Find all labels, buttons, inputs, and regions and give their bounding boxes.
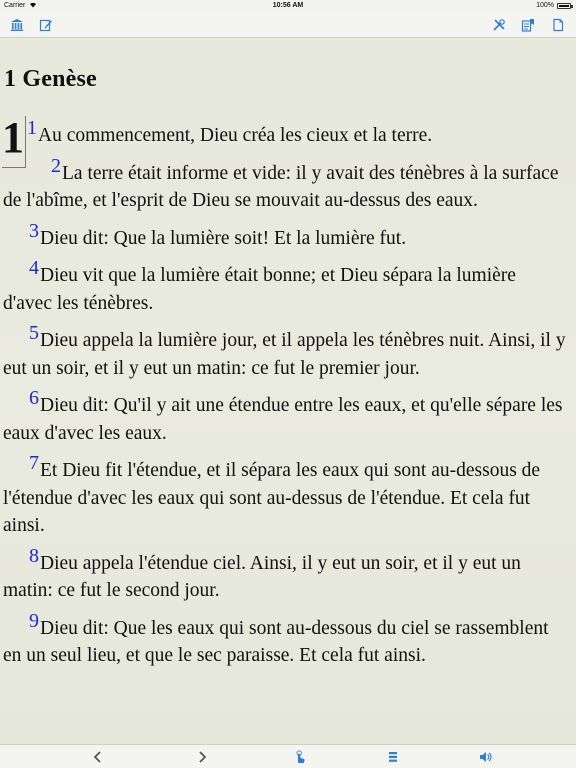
verse-list — [3, 116, 569, 680]
verse — [3, 219, 569, 253]
verse — [3, 609, 569, 670]
verse-text: Dieu appela la lumière jour, et il appela les ténèbres nuit. Ainsi, il y eut un soir, et il y eut un matin: ce fut le premier jour. — [3, 330, 566, 379]
verse-text: Dieu vit que la lumière était bonne; et Dieu sépara la lumière d'avec les ténèbres. — [3, 265, 516, 314]
bookmarks-icon[interactable] — [519, 16, 537, 34]
verse — [3, 116, 569, 150]
verse — [3, 154, 569, 215]
audio-icon[interactable] — [476, 748, 494, 766]
verse — [3, 452, 569, 540]
touch-icon[interactable] — [291, 748, 309, 766]
verse — [3, 544, 569, 605]
verse-number[interactable]: 6 — [29, 387, 39, 409]
verse-text: Au commencement, Dieu créa les cieux et la terre. — [38, 125, 433, 146]
battery-percent: 100% — [536, 2, 554, 9]
verse-number[interactable]: 2 — [51, 154, 61, 177]
verse-number[interactable]: 1 — [27, 117, 37, 139]
chapter-number: 1 — [2, 116, 26, 168]
verse-text: Dieu dit: Qu'il y ait une étendue entre les eaux, et qu'elle sépare les eaux d'avec les eaux. — [3, 395, 563, 444]
list-icon[interactable] — [384, 748, 402, 766]
status-time: 10:56 AM — [272, 2, 304, 9]
verse-text: Et Dieu fit l'étendue, et il sépara les eaux qui sont au-dessous de l'étendue d'avec les eaux qui sont au-dessus de l'étendue. Et cela fut ainsi. — [3, 460, 541, 536]
next-chapter-icon[interactable] — [193, 748, 211, 766]
verse — [3, 257, 569, 317]
verse — [3, 387, 569, 447]
verse-text: La terre était informe et vide: il y avait des ténèbres à la surface de l'abîme, et l'esprit de Dieu se mouvait au-dessus des eaux. — [3, 162, 559, 211]
library-icon[interactable] — [8, 16, 26, 34]
battery-tip — [571, 5, 573, 8]
book-title: 1 Genèse — [4, 66, 97, 92]
prev-chapter-icon[interactable] — [89, 748, 107, 766]
carrier-label: Carrier — [4, 2, 26, 9]
chapter-content[interactable] — [0, 38, 576, 744]
battery-icon — [557, 3, 571, 9]
bottom-toolbar — [0, 744, 576, 768]
verse-text: Dieu dit: Que les eaux qui sont au-dessous du ciel se rassemblent en un seul lieu, et que le sec paraisse. Et cela fut ainsi. — [3, 617, 549, 666]
edit-icon[interactable] — [37, 16, 55, 34]
verse-number[interactable]: 7 — [29, 452, 39, 474]
status-bar — [0, 0, 576, 12]
verse-number[interactable]: 9 — [29, 609, 39, 632]
settings-icon[interactable] — [490, 16, 508, 34]
verse — [3, 322, 569, 382]
verse-text: Dieu appela l'étendue ciel. Ainsi, il y eut un soir, et il y eut un matin: ce fut le second jour. — [3, 552, 521, 601]
notes-icon[interactable] — [549, 16, 567, 34]
verse-text: Dieu dit: Que la lumière soit! Et la lumière fut. — [40, 227, 407, 249]
verse-number[interactable]: 5 — [29, 322, 39, 344]
verse-number[interactable]: 8 — [29, 544, 39, 567]
verse-number[interactable]: 4 — [29, 257, 39, 279]
top-toolbar — [0, 12, 576, 38]
verse-number[interactable]: 3 — [29, 219, 39, 242]
